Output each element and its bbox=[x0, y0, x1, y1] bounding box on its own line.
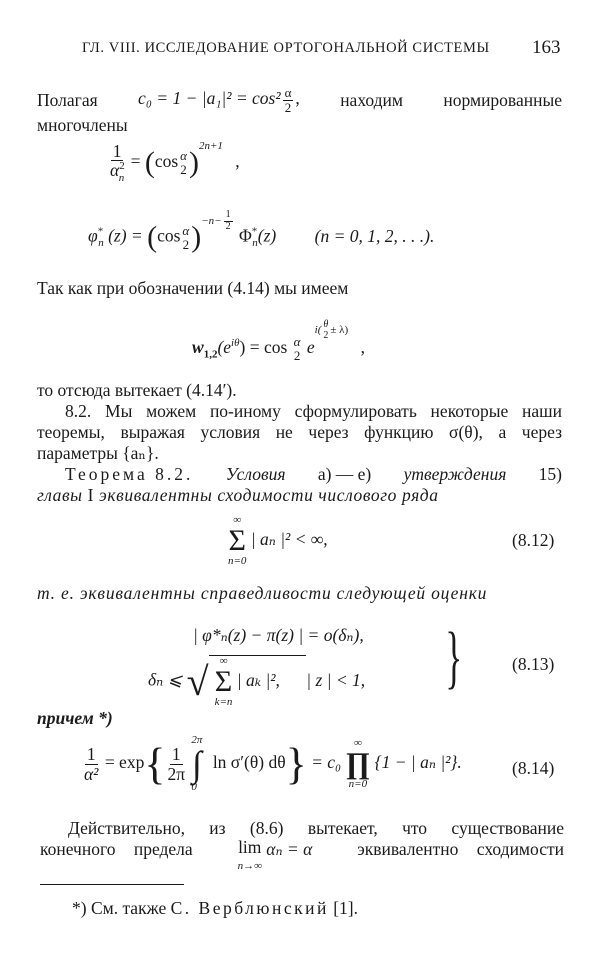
equation-label-8-13: (8.13) bbox=[512, 654, 555, 674]
numerator: 1 bbox=[225, 209, 231, 220]
sum-bottom: n=0 bbox=[228, 555, 247, 567]
paragraph-7-line-2 bbox=[40, 839, 564, 872]
text: 15) bbox=[538, 464, 562, 484]
fraction bbox=[182, 224, 189, 251]
denominator: 2 bbox=[323, 329, 329, 341]
exp-pre: i( bbox=[314, 324, 322, 337]
numerator: α bbox=[284, 85, 292, 100]
paragraph-5: т. е. эквивалентны справедливости следующей оценки bbox=[37, 583, 488, 603]
int-bottom: 0 bbox=[191, 781, 197, 793]
paragraph-7-line-1: Действительно, из (8.6) вытекает, что существование bbox=[68, 818, 564, 838]
formula: αₙ = α bbox=[266, 839, 313, 859]
comma: , bbox=[360, 337, 365, 358]
word: нормированные bbox=[443, 89, 562, 110]
e: e bbox=[306, 337, 315, 358]
exp-post: ± λ) bbox=[330, 324, 349, 337]
paragraph-4-line-3: параметры {aₙ}. bbox=[37, 443, 159, 463]
sum-operator bbox=[228, 515, 246, 567]
denominator: 2 bbox=[293, 348, 301, 364]
sub: 1,2 bbox=[203, 348, 218, 361]
text: конечного предела bbox=[40, 839, 193, 859]
fraction bbox=[110, 142, 124, 184]
exp: = exp bbox=[104, 752, 145, 773]
paragraph-2: Так как при обозначении (4.14) мы имеем bbox=[37, 278, 349, 298]
delta-lhs: δₙ ⩽ bbox=[148, 669, 183, 690]
inline-formula bbox=[138, 86, 300, 114]
sum-symbol: Σ bbox=[214, 665, 233, 698]
word: Полагая bbox=[37, 89, 98, 110]
paragraph-6: причем *) bbox=[37, 708, 113, 728]
text: эквивалентно сходимости bbox=[357, 839, 564, 859]
theorem-line-1 bbox=[65, 464, 562, 485]
footnote-author: С. Верблюнский bbox=[170, 898, 329, 918]
comma: , bbox=[235, 151, 240, 171]
lim-sub: n→∞ bbox=[237, 859, 262, 872]
equation-label-8-14: (8.14) bbox=[512, 758, 555, 778]
fraction bbox=[224, 210, 233, 232]
numerator: α bbox=[180, 148, 187, 164]
sum-top: ∞ bbox=[219, 655, 228, 667]
sub: n bbox=[98, 237, 104, 250]
equation-2 bbox=[88, 210, 434, 255]
brace-close: } bbox=[285, 739, 307, 789]
fraction bbox=[323, 320, 328, 341]
denominator bbox=[110, 161, 124, 184]
fraction bbox=[167, 745, 185, 783]
product-symbol: ∏ bbox=[345, 747, 371, 780]
limit-formula bbox=[238, 839, 313, 872]
footnote-marker: *) bbox=[72, 898, 87, 918]
text: I bbox=[87, 485, 95, 505]
sup: 2 bbox=[119, 160, 125, 173]
equals: = bbox=[130, 151, 141, 171]
arg: (e bbox=[217, 337, 232, 358]
numerator: θ bbox=[323, 319, 329, 330]
alpha: α bbox=[110, 160, 120, 181]
formula-body: | aₖ |², bbox=[236, 670, 280, 691]
paren: ) bbox=[188, 145, 199, 179]
formula-tail: {1 − | aₙ |²}. bbox=[374, 752, 462, 773]
text: Условия bbox=[225, 464, 286, 484]
equation-8-14 bbox=[82, 735, 462, 793]
exponent bbox=[201, 209, 234, 232]
phi: φ bbox=[88, 225, 98, 246]
Phi: Φ bbox=[238, 225, 252, 246]
theorem-line-2 bbox=[37, 485, 439, 506]
denominator: 2 bbox=[180, 161, 187, 177]
cos: ) = cos bbox=[239, 337, 288, 358]
brace-open: { bbox=[144, 739, 166, 789]
paragraph-4-line-1: 8.2. Мы можем по-иному сформулировать некоторые наши bbox=[65, 401, 562, 421]
sqrt-body bbox=[209, 655, 306, 708]
numerator: α bbox=[182, 222, 190, 238]
footnote bbox=[72, 898, 358, 919]
sum-bottom: k=n bbox=[214, 696, 233, 708]
integrand: ln σ′(θ) dθ bbox=[212, 752, 286, 773]
denominator: 2 bbox=[225, 220, 231, 232]
text: эквивалентны сходимости числового ряда bbox=[99, 485, 439, 505]
lim-operator bbox=[238, 839, 262, 872]
text: a) — e) bbox=[317, 464, 372, 484]
arg: (z) bbox=[257, 225, 277, 246]
running-title: ГЛ. VIII. ИССЛЕДОВАНИЕ ОРТОГОНАЛЬНОЙ СИСТЕМЫ bbox=[82, 40, 490, 56]
cos: cos bbox=[154, 151, 179, 171]
exponent bbox=[314, 319, 349, 341]
lim: lim bbox=[238, 837, 262, 857]
paragraph-1-line-1 bbox=[37, 86, 562, 114]
sum-operator bbox=[215, 656, 233, 708]
sub: n bbox=[118, 171, 125, 184]
exponent-text: −n− bbox=[201, 214, 222, 227]
paren: ( bbox=[144, 145, 155, 179]
sum-symbol: Σ bbox=[228, 524, 246, 557]
footnote-rule bbox=[40, 884, 184, 885]
numerator: 1 bbox=[86, 744, 96, 765]
denominator: 2 bbox=[284, 99, 292, 115]
text: утверждения bbox=[403, 464, 507, 484]
theorem-label: Теорема 8.2. bbox=[65, 464, 194, 484]
int-top: 2π bbox=[191, 734, 203, 746]
equation-8-12 bbox=[228, 515, 328, 567]
prod-top: ∞ bbox=[353, 737, 362, 749]
paragraph-4-line-2: теоремы, выражая условия не через функцию σ(θ), а через bbox=[37, 422, 562, 442]
integral-symbol: ∫ bbox=[191, 744, 202, 784]
numerator: α bbox=[293, 334, 301, 350]
denominator: α² bbox=[84, 763, 99, 784]
arg: (z) = bbox=[108, 225, 143, 246]
equation-8-13-row-1: | φ*ₙ(z) − π(z) | = o(δₙ), bbox=[193, 625, 364, 645]
formula-text: c₀ = 1 − |a₁|² = cos² bbox=[138, 88, 281, 109]
numerator: 1 bbox=[171, 744, 181, 765]
sup: iθ bbox=[231, 337, 240, 350]
equation-1 bbox=[108, 140, 240, 184]
range: (n = 0, 1, 2, . . .). bbox=[314, 225, 435, 246]
formula-body: | aₙ |² < ∞, bbox=[250, 529, 328, 550]
paragraph-1-line-2: многочлены bbox=[37, 115, 128, 135]
integral-operator bbox=[191, 735, 202, 793]
sup: * bbox=[251, 225, 258, 238]
right-brace: } bbox=[445, 619, 463, 696]
sup: * bbox=[97, 225, 104, 238]
condition: | z | < 1, bbox=[306, 669, 366, 690]
exponent: 2n+1 bbox=[198, 140, 223, 152]
w: w bbox=[192, 337, 204, 358]
sum-top: ∞ bbox=[233, 514, 242, 526]
fraction bbox=[283, 86, 294, 114]
denominator: 2π bbox=[167, 763, 186, 784]
text: главы bbox=[37, 485, 83, 505]
footnote-text: См. также bbox=[90, 898, 167, 918]
fraction bbox=[84, 745, 98, 783]
formula-mid: = c₀ bbox=[311, 752, 342, 773]
footnote-ref: [1]. bbox=[333, 898, 359, 918]
comma: , bbox=[295, 88, 300, 109]
sub: n bbox=[252, 237, 258, 250]
paragraph-3: то отсюда вытекает (4.14′). bbox=[37, 380, 237, 400]
fraction bbox=[180, 149, 187, 176]
numerator: 1 bbox=[112, 140, 122, 161]
product-operator bbox=[346, 738, 371, 790]
equation-8-13-row-2 bbox=[148, 655, 365, 708]
paren: ) bbox=[191, 220, 202, 254]
denominator: 2 bbox=[182, 236, 190, 252]
page-number: 163 bbox=[532, 37, 561, 58]
equation-label-8-12: (8.12) bbox=[512, 530, 555, 550]
sqrt-symbol: √ bbox=[186, 659, 209, 704]
prod-bottom: n=0 bbox=[348, 778, 368, 790]
cos: cos bbox=[157, 225, 181, 246]
word: находим bbox=[340, 89, 403, 110]
paren: ( bbox=[147, 220, 158, 254]
fraction bbox=[294, 335, 301, 362]
equation-3 bbox=[192, 320, 365, 363]
